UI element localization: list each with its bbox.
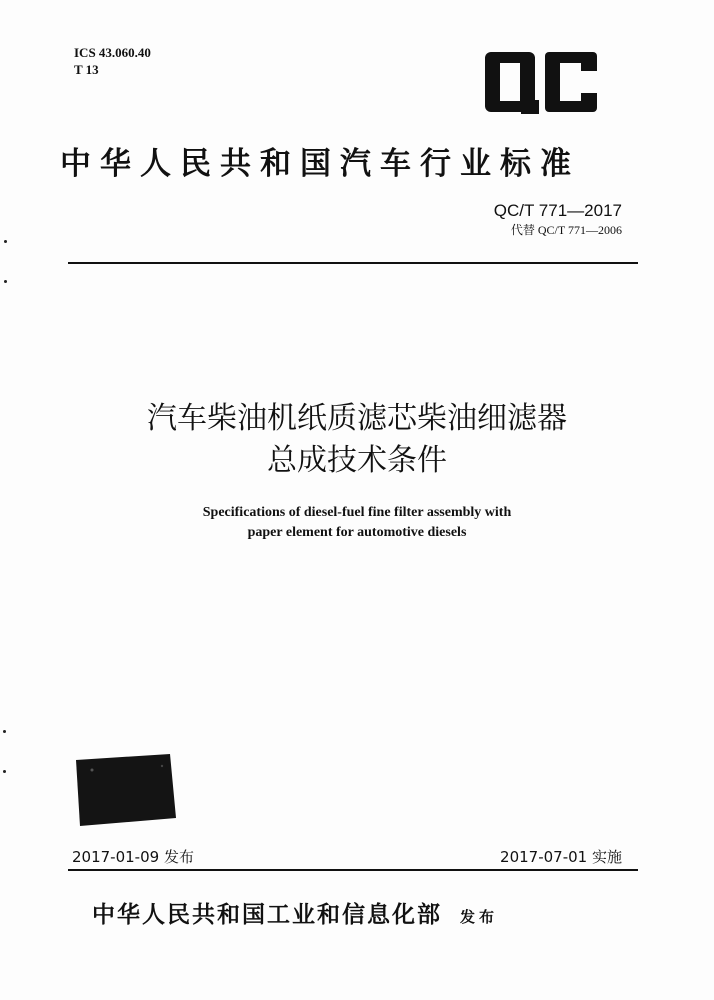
- effective-date: 2017-07-01 实施: [500, 848, 622, 866]
- publisher-line: [92, 896, 498, 929]
- document-title: [0, 398, 714, 482]
- standard-number: QC/T 771—2017: [493, 201, 622, 220]
- standard-category-title: 中华人民共和国汽车行业标准: [60, 146, 580, 182]
- scan-speck: [4, 280, 7, 283]
- english-title-line-2: paper element for automotive diesels: [247, 525, 467, 540]
- document-title-line-1: 汽车柴油机纸质滤芯柴油细滤器: [147, 401, 567, 436]
- qc-logo: [483, 50, 599, 116]
- class-code: T 13: [74, 62, 99, 77]
- bottom-divider: [68, 869, 638, 871]
- scan-speck: [3, 730, 6, 733]
- standard-number-block: [494, 200, 622, 238]
- replaces-standard: 代替 QC/T 771—2006: [510, 223, 622, 237]
- publisher-action: 发布: [460, 908, 499, 926]
- issue-date: 2017-01-09 发布: [72, 848, 194, 866]
- english-title: [0, 503, 714, 543]
- ics-code: ICS 43.060.40: [74, 45, 151, 60]
- scan-speck: [3, 770, 6, 773]
- english-title-line-1: Specifications of diesel-fuel fine filter assembly with: [202, 505, 512, 520]
- black-stamp-block: [72, 752, 178, 828]
- top-divider: [68, 262, 638, 264]
- document-title-line-2: 总成技术条件: [267, 443, 447, 478]
- scan-speck: [4, 240, 7, 243]
- publisher-organization: 中华人民共和国工业和信息化部: [92, 902, 442, 928]
- classification-codes: [74, 44, 151, 78]
